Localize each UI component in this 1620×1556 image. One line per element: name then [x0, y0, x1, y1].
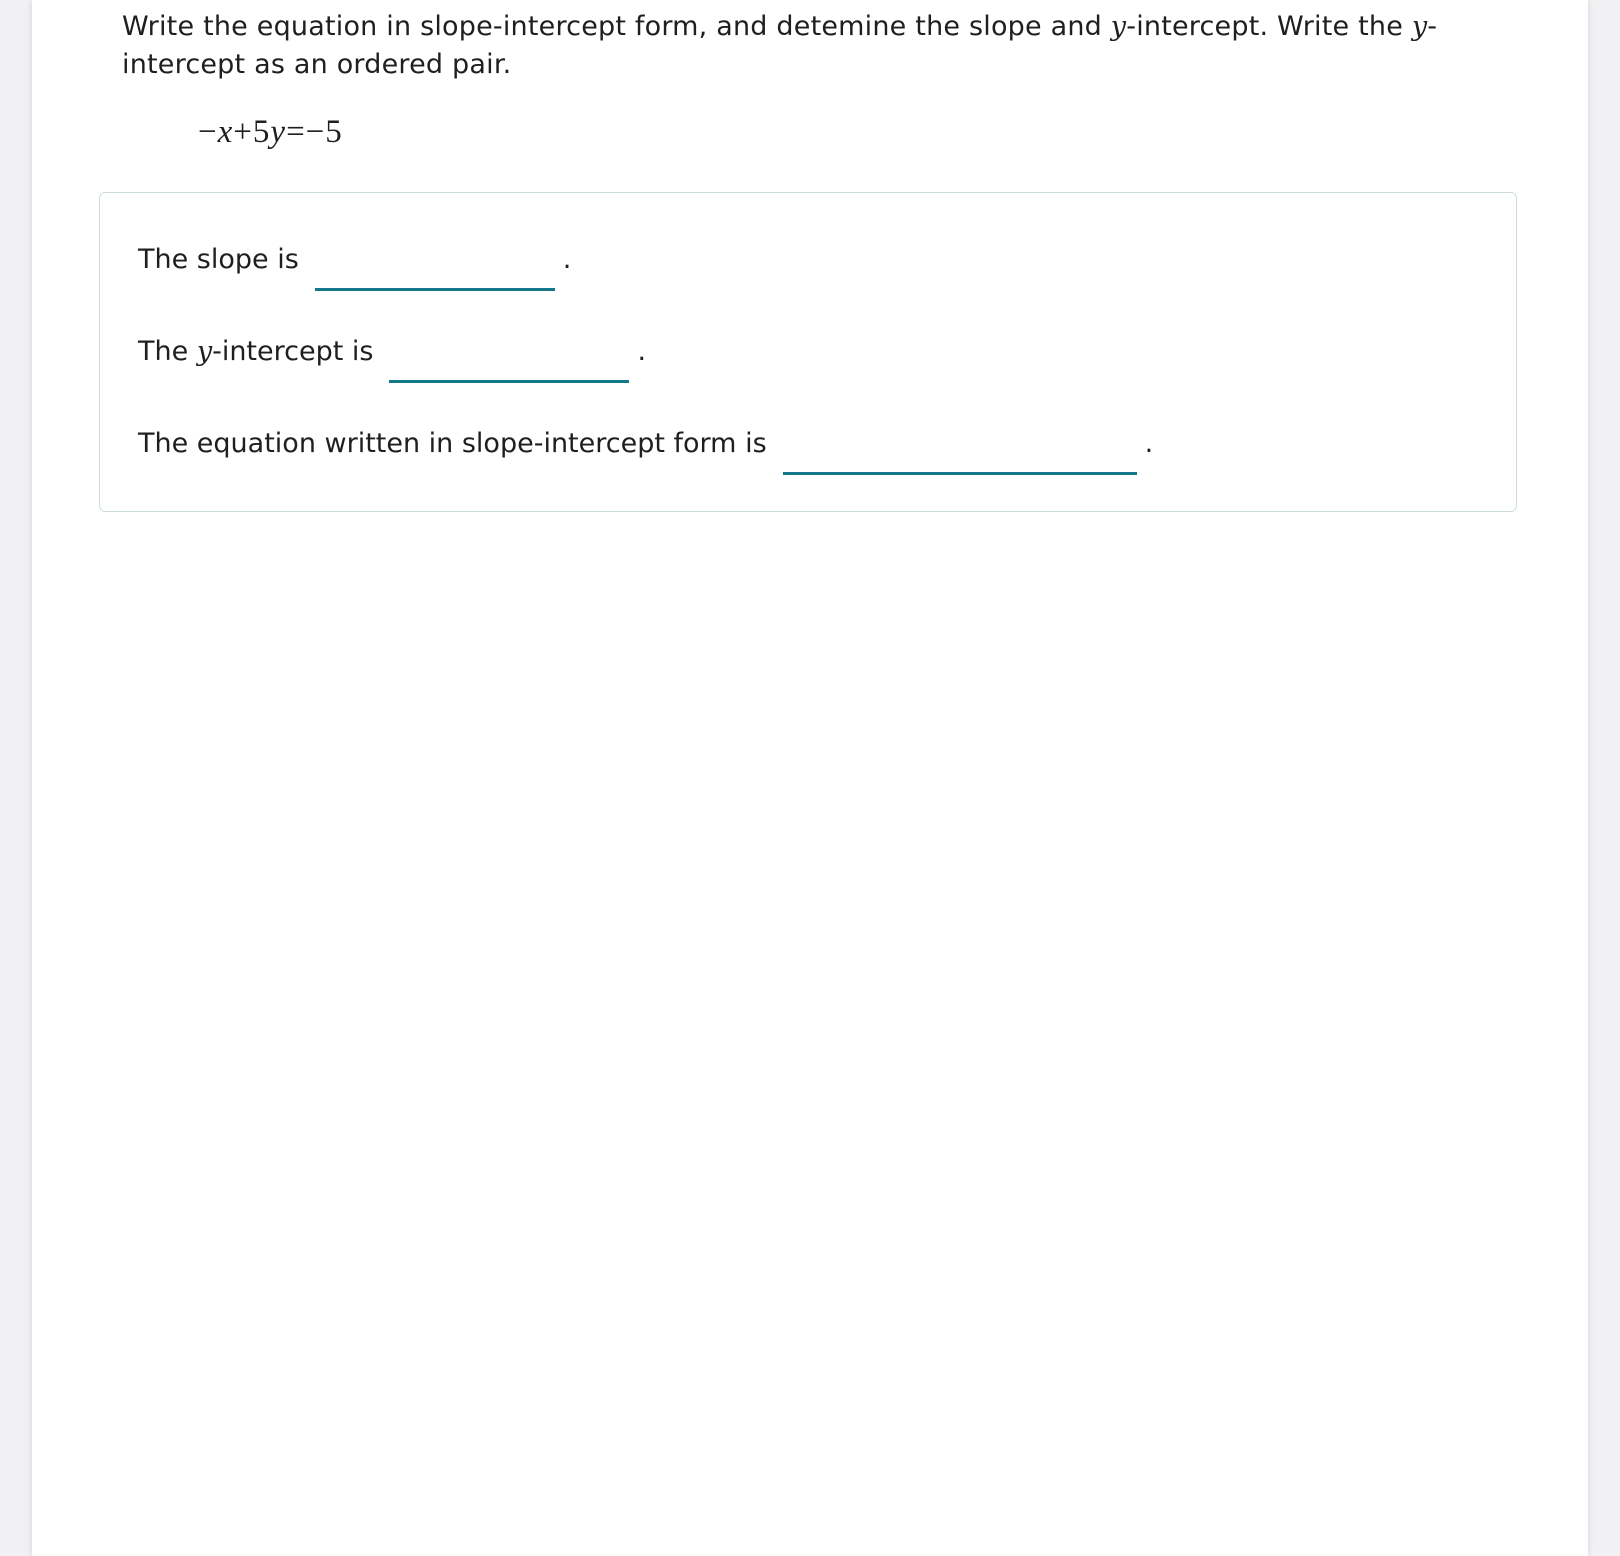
slope-period: .	[562, 244, 572, 275]
given-equation	[198, 110, 343, 154]
equation-part-2: +5	[233, 114, 271, 150]
slope-input[interactable]	[315, 252, 555, 291]
y-intercept-label	[138, 333, 373, 371]
question-prompt	[122, 8, 1462, 84]
prompt-var-y-1: y	[1110, 11, 1127, 42]
equation-part-1: −	[198, 114, 218, 150]
question-page	[32, 0, 1588, 1556]
prompt-text-3: -intercept as an ordered pair.	[122, 11, 1438, 80]
equation-period: .	[1144, 428, 1154, 459]
equation-row	[138, 425, 1153, 463]
y-intercept-input[interactable]	[389, 344, 629, 383]
prompt-text-1: Write the equation in slope-intercept form, and detemine the slope and	[122, 11, 1111, 42]
slope-intercept-equation-input[interactable]	[783, 436, 1137, 475]
slope-label: The slope is	[138, 244, 299, 275]
slope-row	[138, 241, 571, 279]
prompt-text-2: -intercept. Write the	[1126, 11, 1412, 42]
slope-intercept-equation-label: The equation written in slope-intercept form is	[138, 428, 767, 459]
prompt-var-y-2: y	[1411, 11, 1428, 42]
equation-var-x: x	[217, 114, 234, 150]
y-intercept-label-pre: The	[138, 336, 197, 367]
equation-var-y: y	[270, 114, 287, 150]
y-intercept-label-var: y	[196, 336, 213, 367]
answer-box	[99, 192, 1517, 512]
y-intercept-row	[138, 333, 646, 371]
y-intercept-period: .	[637, 336, 647, 367]
equation-part-3: =−5	[286, 114, 343, 150]
y-intercept-label-post: -intercept is	[212, 336, 374, 367]
